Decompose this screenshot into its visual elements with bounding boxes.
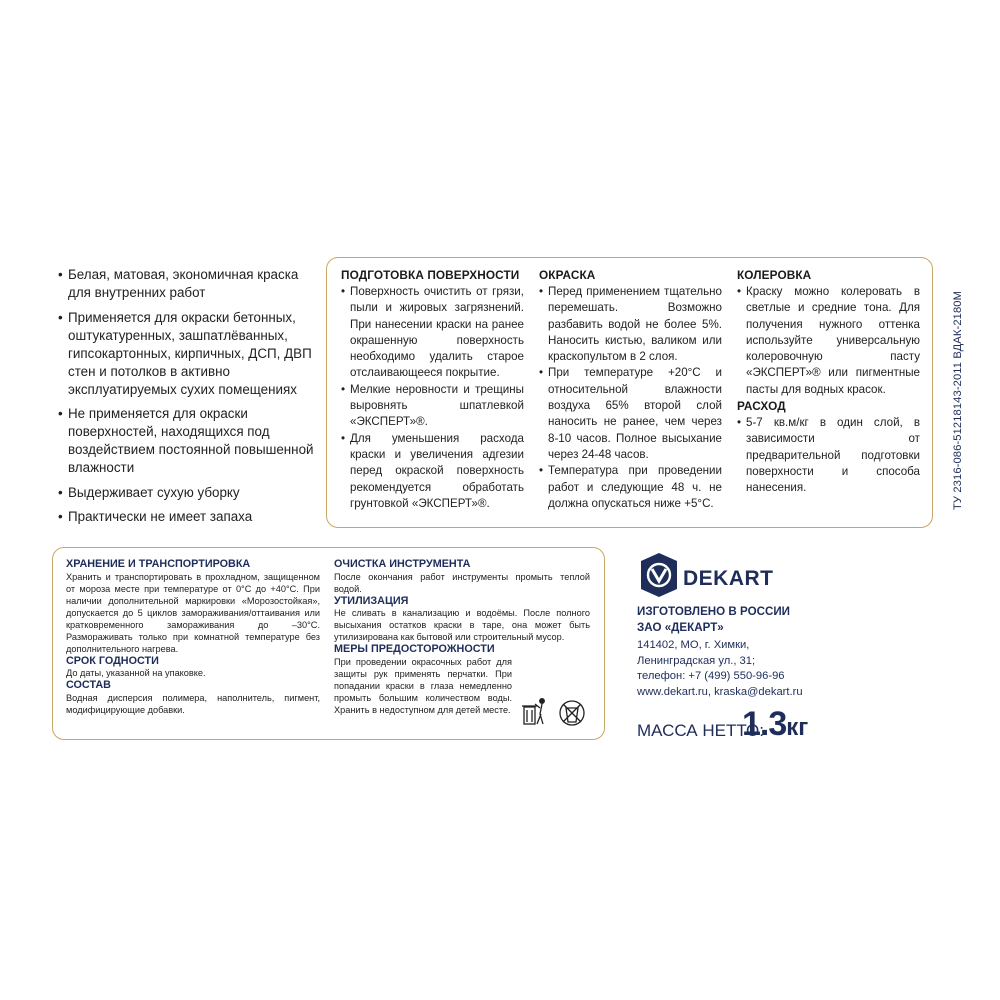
net-mass-value — [742, 705, 808, 744]
feature-list — [58, 266, 320, 533]
painting-title: ОКРАСКА — [539, 268, 596, 282]
tidyman-icon — [522, 699, 544, 724]
web-text: www.dekart.ru, kraska@dekart.ru — [637, 685, 803, 698]
painting-item: • При температуре +20°С и относительной влажности воздуха 65% второй слой наносить не ранее, чем через 8-10 часов. Полное высыхание через 24-48 часов. — [539, 365, 722, 463]
disposal-text: Не сливать в канализацию и водоёмы. После полного высыхания остатков краски в таре, она может быть утилизирована как бытовой или строительный мусор. — [334, 608, 590, 642]
tinting-title: КОЛЕРОВКА — [737, 268, 812, 282]
made-in-text: ИЗГОТОВЛЕНО В РОССИИ — [637, 605, 791, 618]
tinting-section — [737, 268, 920, 497]
phone-text: телефон: +7 (499) 550-96-96 — [637, 670, 785, 683]
painting-section — [539, 268, 722, 512]
surface-prep-item: • Мелкие неровности и трещины выровнять шпатлевкой «ЭКСПЕРТ»®. — [341, 382, 524, 431]
usage-item: • 5-7 кв.м/кг в один слой, в зависимости от предварительной подготовки поверхности и способа нанесения. — [737, 415, 920, 496]
cleaning-text: После окончания работ инструменты промыть теплой водой. — [334, 571, 590, 594]
surface-prep-item: • Поверхность очистить от грязи, пыли и жировых загрязнений. При нанесении краски на ранее окрашенную поверхность необходимо удалить старое отслаивающееся покрытие. — [341, 284, 524, 382]
address-line: Ленинградская ул., 31; — [637, 654, 756, 667]
logo-text: DEKART — [683, 567, 774, 590]
storage-title: ХРАНЕНИЕ И ТРАНСПОРТИРОВКА — [66, 558, 251, 570]
net-mass-unit: кг — [786, 714, 809, 741]
cleaning-section — [334, 558, 590, 716]
tinting-item: • Краску можно колеровать в светлые и средние тона. Для получения нужного оттенка используйте универсальную колеровочную пасту «ЭКСПЕРТ»® или пигментные пасты для водных красок. — [737, 284, 920, 398]
address-line: 141402, МО, г. Химки, — [637, 639, 750, 651]
company-name: ЗАО «ДЕКАРТ» — [637, 620, 724, 634]
spec-code: ТУ 2316-086-51218143-2011 ВДАК-2180М — [952, 290, 964, 510]
safety-text: При проведении окрасочных работ для защиты рук применять перчатки. При попадании краски в глаза немедленно промыть большим количеством воды. Хранить в недоступном для детей месте. — [334, 656, 512, 715]
usage-title: РАСХОД — [737, 399, 786, 414]
surface-prep-section — [341, 268, 524, 512]
surface-prep-title: ПОДГОТОВКА ПОВЕРХНОСТИ — [341, 268, 520, 282]
safety-title: МЕРЫ ПРЕДОСТОРОЖНОСТИ — [334, 643, 495, 655]
contact-info — [637, 638, 803, 700]
painting-item: • Перед применением тщательно перемешать. Возможно разбавить водой не более 5%. Наносить кистью, валиком или краскопультом в 2 слоя. — [539, 284, 722, 365]
cleaning-title: ОЧИСТКА ИНСТРУМЕНТА — [334, 558, 471, 570]
storage-section — [66, 558, 320, 716]
feature-item: • Белая, матовая, экономичная краска для внутренних работ — [58, 266, 320, 302]
feature-item: • Практически не имеет запаха — [58, 508, 320, 526]
shelf-life-text: До даты, указанной на упаковке. — [66, 668, 206, 678]
surface-prep-item: • Для уменьшения расхода краски и увеличения адгезии перед окраской поверхность рекомендуется обработать грунтовкой «ЭКСПЕРТ»®. — [341, 431, 524, 512]
net-mass-label: МАССА НЕТТО: — [637, 721, 764, 740]
feature-item: • Применяется для окраски бетонных, оштукатуренных, зашпатлёванных, гипсокартонных, кирпичных, ДСП, ДВП стен и потолков в активно эксплуатируемых сухих помещениях — [58, 309, 320, 399]
storage-text: Хранить и транспортировать в прохладном, защищенном от мороза месте при температуре от 0°С до +40°С. При наличии дополнительной маркировки «Морозостойкая», допускается до 5 циклов замораживания/оттаивания или кратковременного замораживания до –30°С. Размораживать только при комнатной температуре без дополнительного нагрева. — [66, 571, 320, 654]
net-mass-number: 1.3 — [742, 705, 787, 743]
painting-item: • Температура при проведении работ и следующие 48 ч. не должна опускаться ниже +5°С. — [539, 463, 722, 512]
feature-item: • Выдерживает сухую уборку — [58, 484, 320, 502]
composition-title: СОСТАВ — [66, 679, 111, 691]
disposal-icons — [521, 696, 591, 728]
no-dispose-icon — [560, 701, 584, 725]
composition-text: Водная дисперсия полимера, наполнитель, пигмент, модифицирующие добавки. — [66, 692, 320, 715]
disposal-title: УТИЛИЗАЦИЯ — [334, 594, 409, 607]
dekart-logo — [637, 551, 777, 599]
feature-item: • Не применяется для окраски поверхностей, находящихся под воздействием постоянной повышенной влажности — [58, 405, 320, 477]
manufacturer-info — [637, 604, 790, 635]
shelf-life-title: СРОК ГОДНОСТИ — [66, 654, 159, 667]
